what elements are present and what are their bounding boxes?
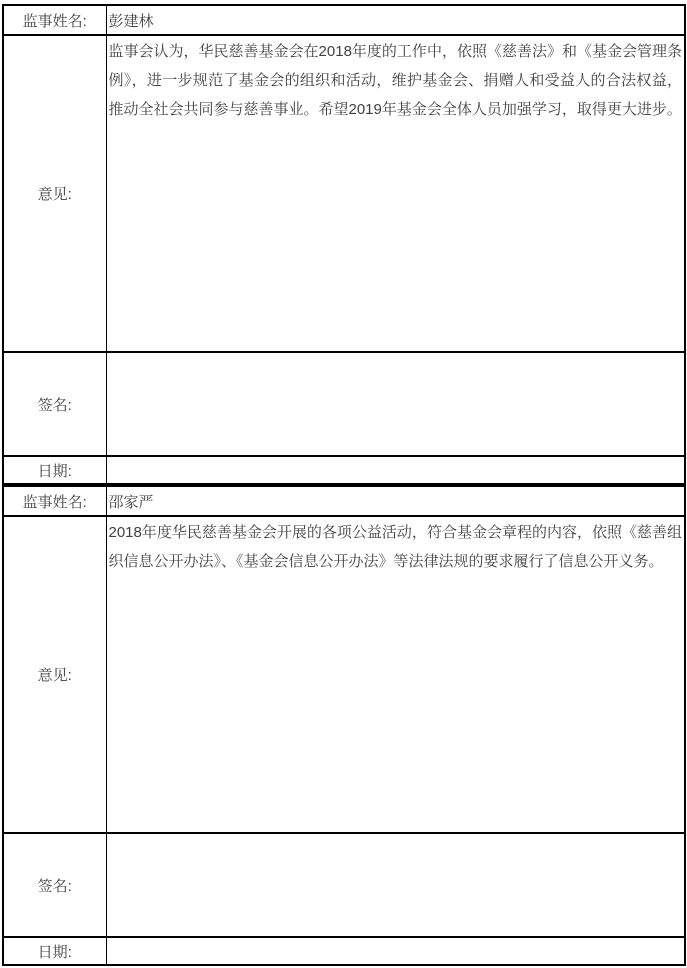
date-label: 日期: xyxy=(3,456,106,484)
opinion-label: 意见: xyxy=(3,35,106,352)
table-row xyxy=(3,35,685,352)
signature-label: 签名: xyxy=(3,833,106,937)
supervisor-name-value: 彭建林 xyxy=(106,5,685,35)
supervisor-name-value: 邵家严 xyxy=(106,486,685,516)
signature-field xyxy=(106,833,685,937)
supervisor-name-label: 监事姓名: xyxy=(3,486,106,516)
table-row xyxy=(3,486,685,516)
table-row xyxy=(3,456,685,484)
signature-field xyxy=(106,352,685,456)
table-row xyxy=(3,5,685,35)
table-row xyxy=(3,352,685,456)
table-row xyxy=(3,833,685,937)
supervisor-name-label: 监事姓名: xyxy=(3,5,106,35)
opinion-label: 意见: xyxy=(3,516,106,833)
date-field xyxy=(106,937,685,965)
opinion-text: 监事会认为，华民慈善基金会在2018年度的工作中，依照《慈善法》和《基金会管理条例》，进一步规范了基金会的组织和活动，维护基金会、捐赠人和受益人的合法权益，推动全社会共同参与慈善事业。希望2019年基金会全体人员加强学习，取得更大进步。 xyxy=(106,35,685,352)
opinion-text: 2018年度华民慈善基金会开展的各项公益活动，符合基金会章程的内容，依照《慈善组织信息公开办法》、《基金会信息公开办法》等法律法规的要求履行了信息公开义务。 xyxy=(106,516,685,833)
date-field xyxy=(106,456,685,484)
supervisor-block-1 xyxy=(2,4,686,485)
supervisor-block-2 xyxy=(2,485,686,966)
table-row xyxy=(3,516,685,833)
signature-label: 签名: xyxy=(3,352,106,456)
date-label: 日期: xyxy=(3,937,106,965)
table-row xyxy=(3,937,685,965)
